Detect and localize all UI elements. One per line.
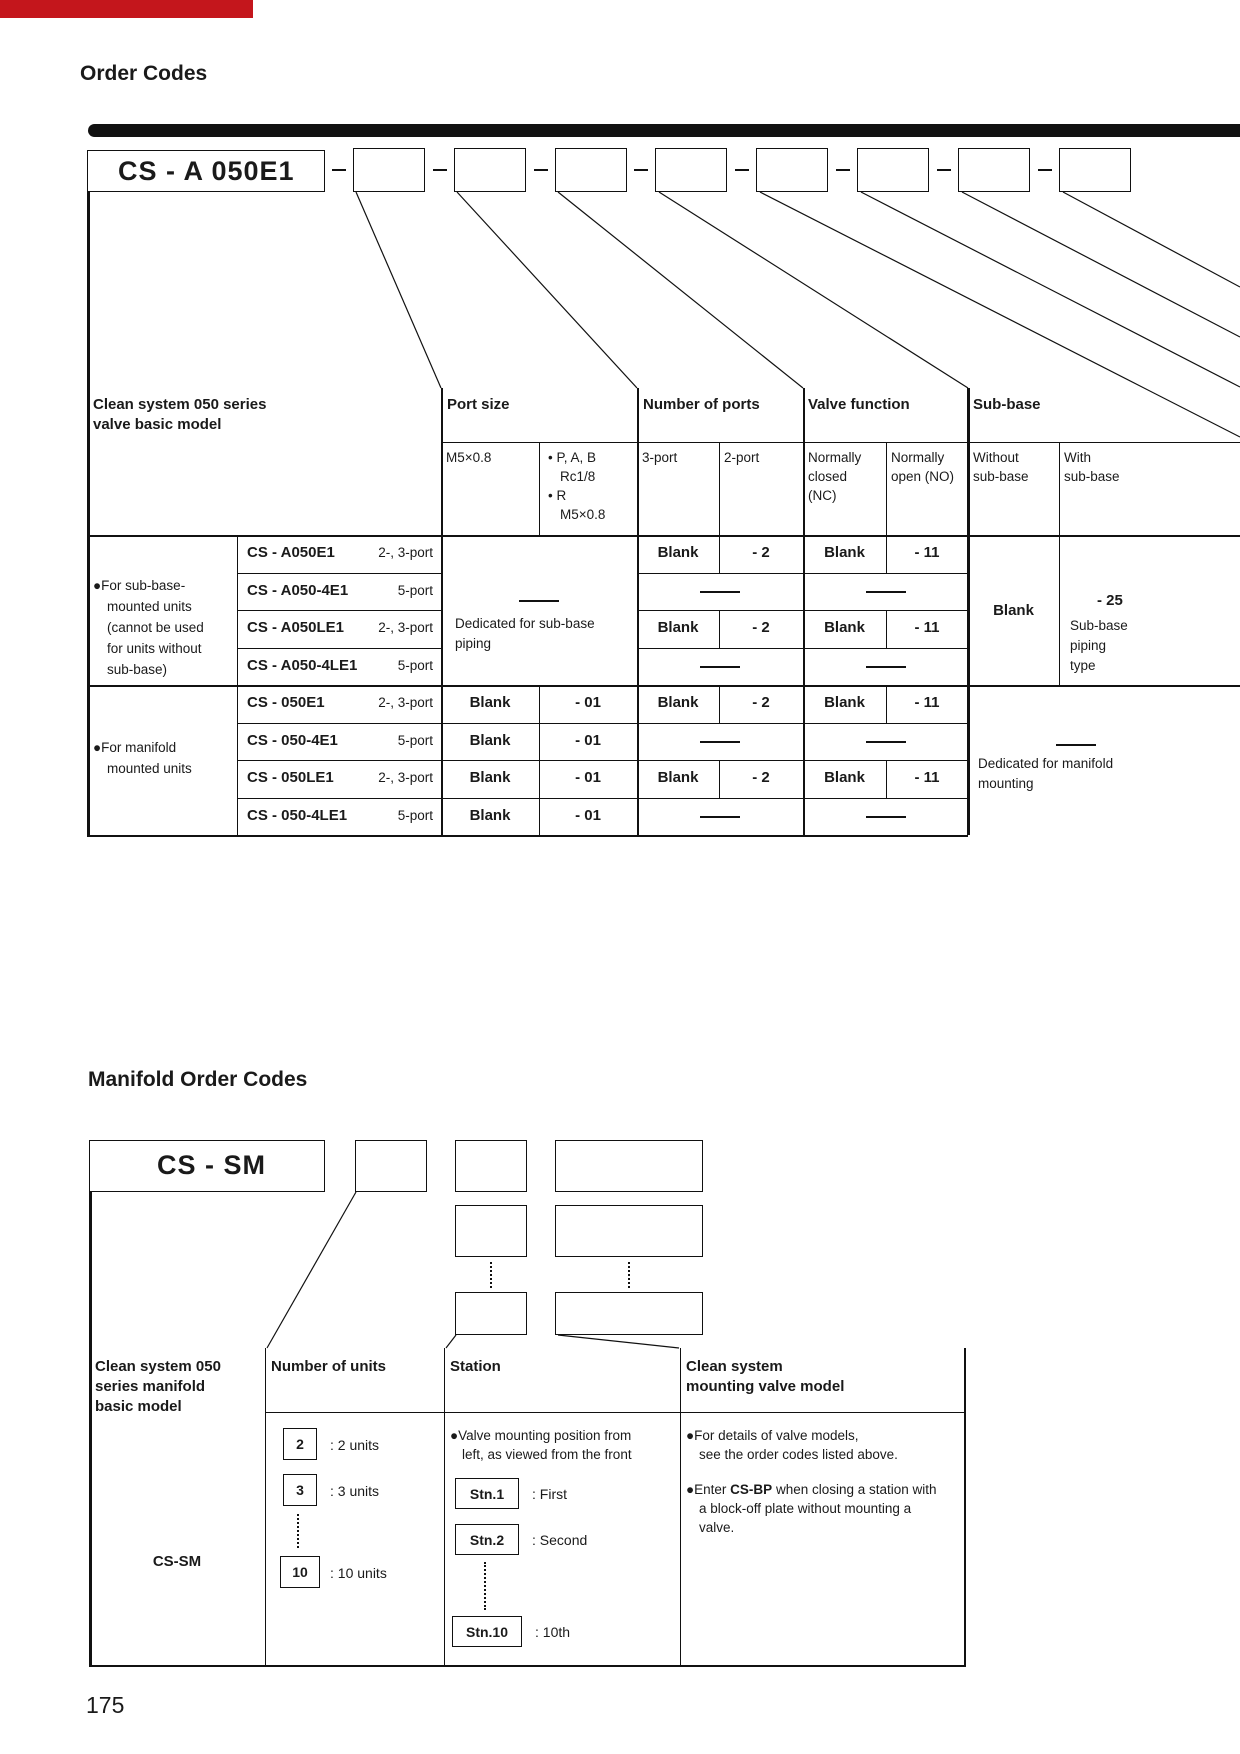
table-border — [803, 388, 805, 835]
table-row — [247, 582, 433, 599]
station-code-box — [455, 1292, 527, 1335]
value-cell: Blank — [824, 619, 865, 636]
table-border — [237, 610, 441, 611]
col-header-number-of-ports: Number of ports — [643, 396, 760, 413]
ellipsis-dots — [490, 1262, 492, 1288]
col-header-number-of-units: Number of units — [271, 1358, 386, 1375]
dash-separator — [634, 169, 648, 171]
na-dash — [1056, 744, 1096, 746]
value-cell: Blank — [469, 732, 511, 749]
subheader-nc-1: Normally — [808, 450, 862, 465]
ports-label: 5-port — [397, 808, 433, 823]
table-border — [637, 573, 968, 574]
value-cell: - 11 — [914, 544, 940, 561]
valve-model-note1-2: see the order codes listed above. — [699, 1447, 898, 1462]
value-cell: - 25 — [1097, 592, 1123, 609]
station-note-1: ●Valve mounting position from — [450, 1428, 632, 1443]
valve-model-note2-1 — [686, 1482, 937, 1498]
port-size-note-1: Dedicated for sub-base — [455, 616, 595, 631]
subheader-no-1: Normally — [891, 450, 945, 465]
manifold-basic-model: CS-SM — [152, 1553, 202, 1570]
dash-separator — [937, 169, 951, 171]
units-option-label: : 10 units — [330, 1565, 387, 1581]
valve-model-note1-1: ●For details of valve models, — [686, 1428, 859, 1443]
col-header-model-2: valve basic model — [93, 416, 222, 433]
units-code-box — [355, 1140, 427, 1192]
station-option-box: Stn.2 — [455, 1524, 519, 1555]
code-box — [655, 148, 727, 192]
model-number: CS - 050-4LE1 — [247, 807, 348, 824]
ports-label: 2-, 3-port — [378, 770, 433, 785]
model-number: CS - 050LE1 — [247, 769, 334, 786]
value-cell: Blank — [657, 769, 699, 786]
table-border — [1059, 442, 1060, 685]
model-number: CS - A050-4E1 — [247, 582, 349, 599]
group2-label-2: mounted units — [107, 761, 192, 776]
table-row — [247, 694, 433, 711]
col-header-manifold-model-1: Clean system 050 — [95, 1358, 221, 1375]
col-header-model: Clean system 050 series — [93, 396, 267, 413]
na-dash — [700, 741, 740, 743]
col-header-station: Station — [450, 1358, 501, 1375]
manifold-mount-note-1: Dedicated for manifold — [978, 756, 1114, 771]
table-row — [247, 544, 433, 561]
station-code-box — [455, 1140, 527, 1192]
group1-label-3: (cannot be used — [107, 620, 204, 635]
note2-post: when closing a station with — [772, 1482, 937, 1497]
col-header-sub-base: Sub-base — [973, 396, 1041, 413]
code-box — [756, 148, 828, 192]
sub-base-note-2: piping — [1070, 638, 1107, 653]
table-border — [89, 1665, 966, 1667]
value-cell: - 2 — [752, 769, 770, 786]
subheader-nc-3: (NC) — [808, 488, 837, 503]
ports-label: 2-, 3-port — [378, 695, 433, 710]
table-border — [87, 192, 90, 835]
valve-model-box — [555, 1292, 703, 1335]
value-cell: - 11 — [914, 769, 940, 786]
col-header-valve-model-2: mounting valve model — [686, 1378, 845, 1395]
units-option-box: 10 — [280, 1556, 320, 1588]
subheader-m5: M5×0.8 — [446, 450, 492, 465]
section-title-manifold-order-codes: Manifold Order Codes — [88, 1068, 308, 1091]
col-header-manifold-model-3: basic model — [95, 1398, 182, 1415]
code-box — [454, 148, 526, 192]
table-border — [87, 535, 1240, 537]
subheader-pab-1: • P, A, B — [548, 450, 597, 465]
table-border — [680, 1348, 681, 1665]
ports-label: 2-, 3-port — [378, 545, 433, 560]
model-number: CS - 050-4E1 — [247, 732, 338, 749]
units-option-label: : 2 units — [330, 1437, 380, 1453]
dash-separator — [735, 169, 749, 171]
table-row — [247, 732, 433, 749]
value-cell: Blank — [824, 694, 865, 711]
na-dash — [519, 600, 559, 602]
code-box — [857, 148, 929, 192]
table-border — [237, 798, 968, 799]
ellipsis-dots — [628, 1262, 630, 1288]
value-cell: - 01 — [575, 694, 601, 711]
units-option-box: 2 — [283, 1428, 317, 1460]
table-border — [444, 1348, 445, 1665]
value-cell: - 11 — [914, 619, 940, 636]
subheader-without-2: sub-base — [973, 469, 1029, 484]
value-cell: Blank — [657, 694, 699, 711]
ports-label: 2-, 3-port — [378, 620, 433, 635]
units-option-box: 3 — [283, 1474, 317, 1506]
valve-model-box — [555, 1140, 703, 1192]
note2-model: CS-BP — [730, 1482, 773, 1497]
model-number: CS - A050-4LE1 — [247, 657, 358, 674]
port-size-note-2: piping — [455, 636, 492, 651]
value-cell: - 11 — [914, 694, 940, 711]
value-cell: - 2 — [752, 544, 770, 561]
table-border — [237, 573, 441, 574]
sub-base-note-3: type — [1070, 658, 1096, 673]
manifold-model-box — [89, 1140, 325, 1192]
table-border — [964, 1348, 966, 1665]
units-option-label: : 3 units — [330, 1483, 380, 1499]
value-cell: Blank — [993, 602, 1034, 619]
subheader-2-port: 2-port — [724, 450, 760, 465]
station-option-box: Stn.1 — [455, 1478, 519, 1509]
table-border — [637, 388, 639, 835]
code-box — [353, 148, 425, 192]
ports-label: 5-port — [397, 733, 433, 748]
page-number: 175 — [86, 1692, 125, 1718]
table-border — [539, 442, 540, 535]
section-title-order-codes: Order Codes — [80, 62, 208, 85]
ellipsis-dots — [484, 1562, 486, 1610]
dash-separator — [534, 169, 548, 171]
table-border — [237, 723, 968, 724]
dash-separator — [1038, 169, 1052, 171]
valve-model-note2-3: valve. — [699, 1520, 735, 1535]
code-box — [1059, 148, 1131, 192]
station-option-label: : First — [532, 1486, 567, 1502]
na-dash — [866, 816, 906, 818]
subheader-3-port: 3-port — [642, 450, 678, 465]
code-box — [958, 148, 1030, 192]
table-border — [237, 760, 968, 761]
model-number: CS - A050LE1 — [247, 619, 344, 636]
na-dash — [700, 666, 740, 668]
subheader-pab-4: M5×0.8 — [560, 507, 606, 522]
value-cell: - 01 — [575, 732, 601, 749]
value-cell: Blank — [469, 807, 511, 824]
subheader-with-1: With — [1064, 450, 1091, 465]
subheader-nc-2: closed — [808, 469, 848, 484]
model-number: CS - A050E1 — [247, 544, 335, 561]
group1-label-2: mounted units — [107, 599, 192, 614]
table-border — [637, 648, 968, 649]
subheader-pab-3: • R — [548, 488, 567, 503]
manifold-mount-note-2: mounting — [978, 776, 1034, 791]
ports-label: 5-port — [397, 583, 433, 598]
station-code-box — [455, 1205, 527, 1257]
table-border — [441, 388, 443, 835]
manifold-model-code: CS - SM — [157, 1150, 267, 1180]
table-border — [265, 1412, 965, 1413]
group1-label-4: for units without — [107, 641, 202, 656]
value-cell: Blank — [469, 694, 511, 711]
table-border — [87, 685, 1240, 687]
table-border — [87, 835, 968, 837]
table-row — [247, 807, 433, 824]
table-border — [637, 610, 968, 611]
note2-pre: ●Enter — [686, 1482, 731, 1497]
table-border — [441, 442, 1240, 443]
na-dash — [700, 816, 740, 818]
valve-model-note2-2: a block-off plate without mounting a — [699, 1501, 912, 1516]
station-option-label: : Second — [532, 1532, 588, 1548]
subheader-without-1: Without — [973, 450, 1019, 465]
model-code-box — [87, 150, 325, 192]
dash-separator — [836, 169, 850, 171]
value-cell: Blank — [657, 619, 699, 636]
value-cell: Blank — [824, 544, 865, 561]
station-note-2: left, as viewed from the front — [462, 1447, 632, 1462]
subheader-pab-2: Rc1/8 — [560, 469, 596, 484]
ports-label: 5-port — [397, 658, 433, 673]
code-box — [555, 148, 627, 192]
col-header-manifold-model-2: series manifold — [95, 1378, 206, 1395]
col-header-valve-model-1: Clean system — [686, 1358, 783, 1375]
model-number: CS - 050E1 — [247, 694, 325, 711]
value-cell: Blank — [824, 769, 865, 786]
na-dash — [866, 591, 906, 593]
dash-separator — [332, 169, 346, 171]
table-row — [247, 657, 433, 674]
col-header-valve-function: Valve function — [808, 396, 910, 413]
value-cell: - 01 — [575, 769, 601, 786]
value-cell: - 2 — [752, 694, 770, 711]
col-header-port-size: Port size — [447, 396, 510, 413]
table-border — [89, 1192, 92, 1665]
table-border — [265, 1348, 266, 1665]
table-row — [247, 769, 433, 786]
table-border — [237, 648, 441, 649]
subheader-no-2: open (NO) — [891, 469, 955, 484]
value-cell: - 2 — [752, 619, 770, 636]
station-option-label: : 10th — [535, 1624, 571, 1640]
sub-base-note-1: Sub-base — [1070, 618, 1128, 633]
dash-separator — [433, 169, 447, 171]
subheader-with-2: sub-base — [1064, 469, 1120, 484]
na-dash — [700, 591, 740, 593]
station-option-box: Stn.10 — [452, 1616, 522, 1647]
table-row — [247, 619, 433, 636]
model-code: CS - A 050E1 — [118, 156, 295, 186]
group1-label-1: ●For sub-base- — [93, 578, 186, 593]
group2-label-1: ●For manifold — [93, 740, 177, 755]
valve-model-box — [555, 1205, 703, 1257]
value-cell: - 01 — [575, 807, 601, 824]
na-dash — [866, 741, 906, 743]
ellipsis-dots — [297, 1514, 299, 1548]
na-dash — [866, 666, 906, 668]
value-cell: Blank — [657, 544, 699, 561]
value-cell: Blank — [469, 769, 511, 786]
group1-label-5: sub-base) — [107, 662, 168, 677]
